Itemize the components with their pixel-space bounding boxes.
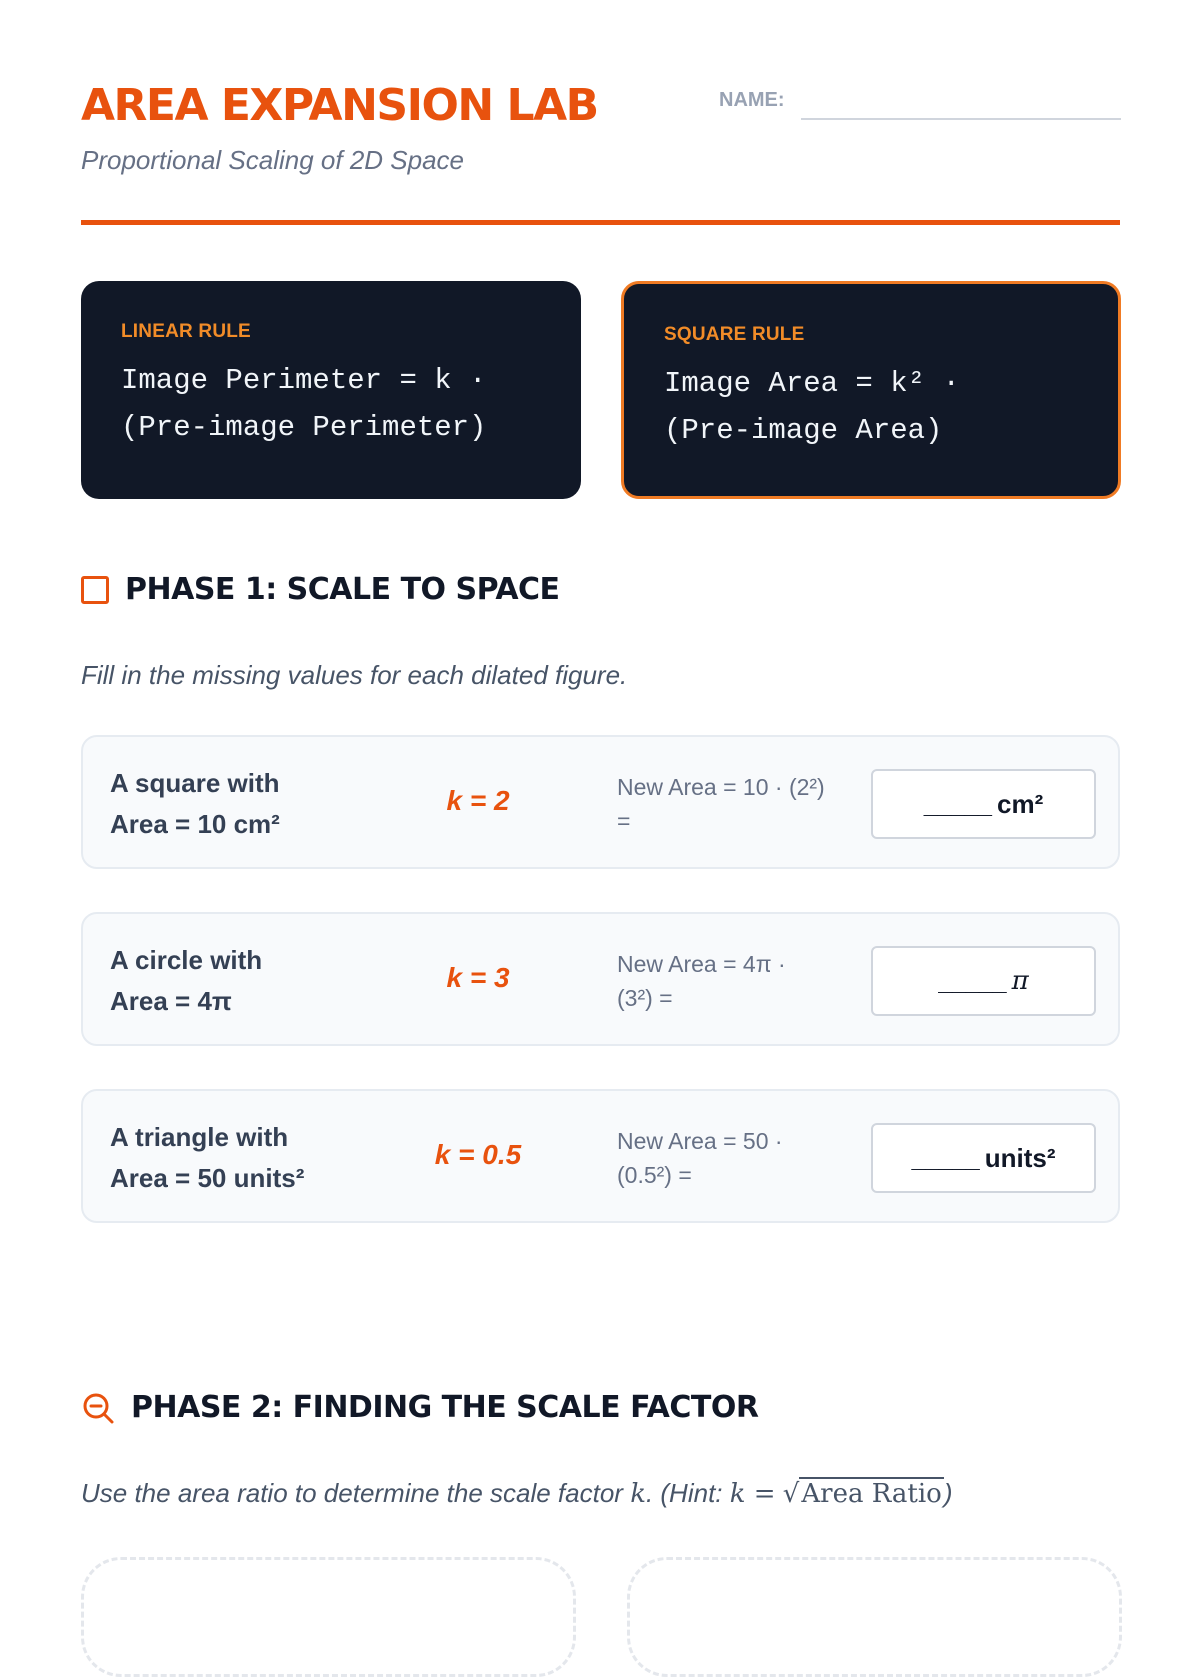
shape-desc-line1: A circle with xyxy=(110,945,263,975)
phase1-instructions: Fill in the missing values for each dilated figure. xyxy=(81,660,628,690)
name-field[interactable] xyxy=(801,118,1121,120)
answer-blank: _____ xyxy=(938,965,1006,996)
shape-desc-line1: A square with xyxy=(110,768,280,798)
work-line2: (0.5²) = xyxy=(617,1162,692,1188)
scale-factor: k = 0.5 xyxy=(434,1139,522,1170)
work-formula xyxy=(617,770,857,838)
linear-rule-line1: Image Perimeter = k · xyxy=(121,364,487,397)
problem-card xyxy=(81,735,1120,869)
work-line1: New Area = 50 · xyxy=(617,1128,783,1154)
shape-desc-line2: Area = 50 units² xyxy=(110,1163,305,1193)
page-subtitle: Proportional Scaling of 2D Space xyxy=(81,145,465,175)
scale-factor: k = 3 xyxy=(446,962,510,993)
hint-lhs: k = xyxy=(729,1479,776,1509)
worksheet-page xyxy=(81,0,1120,1509)
answer-unit: cm² xyxy=(997,788,1044,819)
answer-field[interactable] xyxy=(871,1123,1096,1193)
problem-card xyxy=(81,1089,1120,1223)
work-line2: = xyxy=(617,808,631,834)
shape-desc-line1: A triangle with xyxy=(110,1122,289,1152)
phase2-instructions xyxy=(81,1478,953,1509)
shape-description xyxy=(110,763,410,845)
shape-desc-line2: Area = 10 cm² xyxy=(110,809,280,839)
work-formula xyxy=(617,947,857,1015)
shape-description xyxy=(110,1117,410,1199)
work-line1: New Area = 10 · (2²) xyxy=(617,774,825,800)
answer-field[interactable] xyxy=(871,769,1096,839)
k-symbol: k xyxy=(630,1479,646,1509)
square-rule-line1: Image Area = k² · xyxy=(664,367,960,400)
answer-blank: _____ xyxy=(923,788,992,819)
zoom-out-icon xyxy=(81,1391,115,1425)
shape-desc-line2: Area = 4π xyxy=(110,986,232,1016)
square-rule-formula xyxy=(664,360,1080,454)
phase2-title: PHASE 2: FINDING THE SCALE FACTOR xyxy=(131,1390,759,1425)
linear-rule-label: LINEAR RULE xyxy=(121,321,251,342)
checkbox-icon xyxy=(81,576,109,604)
linear-rule-line2: (Pre-image Perimeter) xyxy=(121,411,487,444)
work-line1: New Area = 4π · xyxy=(617,951,786,977)
shape-description xyxy=(110,940,410,1022)
answer-unit: π xyxy=(1011,966,1029,996)
phase2-heading xyxy=(81,1390,758,1425)
answer-card-right xyxy=(627,1557,1122,1677)
sqrt-symbol: √ xyxy=(782,1479,800,1509)
name-label: NAME: xyxy=(719,89,785,111)
square-rule-line2: (Pre-image Area) xyxy=(664,414,943,447)
answer-card-left xyxy=(81,1557,576,1677)
linear-rule-card xyxy=(81,281,581,499)
scale-factor: k = 2 xyxy=(446,785,510,816)
hint-radicand: Area Ratio xyxy=(801,1479,942,1509)
linear-rule-formula xyxy=(121,357,543,451)
answer-blank: _____ xyxy=(911,1142,979,1173)
phase2-instructions-pre: Use the area ratio to determine the scale factor xyxy=(81,1478,631,1508)
phase2-instructions-mid: . (Hint: xyxy=(645,1478,730,1508)
problem-card xyxy=(81,912,1120,1046)
answer-field[interactable] xyxy=(871,946,1096,1016)
phase2-instructions-post: ) xyxy=(943,1478,953,1508)
header-divider xyxy=(81,220,1120,225)
phase1-heading xyxy=(81,572,560,607)
square-rule-label: SQUARE RULE xyxy=(664,324,805,345)
work-line2: (3²) = xyxy=(617,985,673,1011)
phase1-title: PHASE 1: SCALE TO SPACE xyxy=(125,572,560,607)
page-title: AREA EXPANSION LAB xyxy=(81,80,598,131)
header xyxy=(81,0,1120,230)
answer-unit: units² xyxy=(984,1142,1056,1173)
square-rule-card xyxy=(621,281,1121,499)
work-formula xyxy=(617,1124,857,1192)
